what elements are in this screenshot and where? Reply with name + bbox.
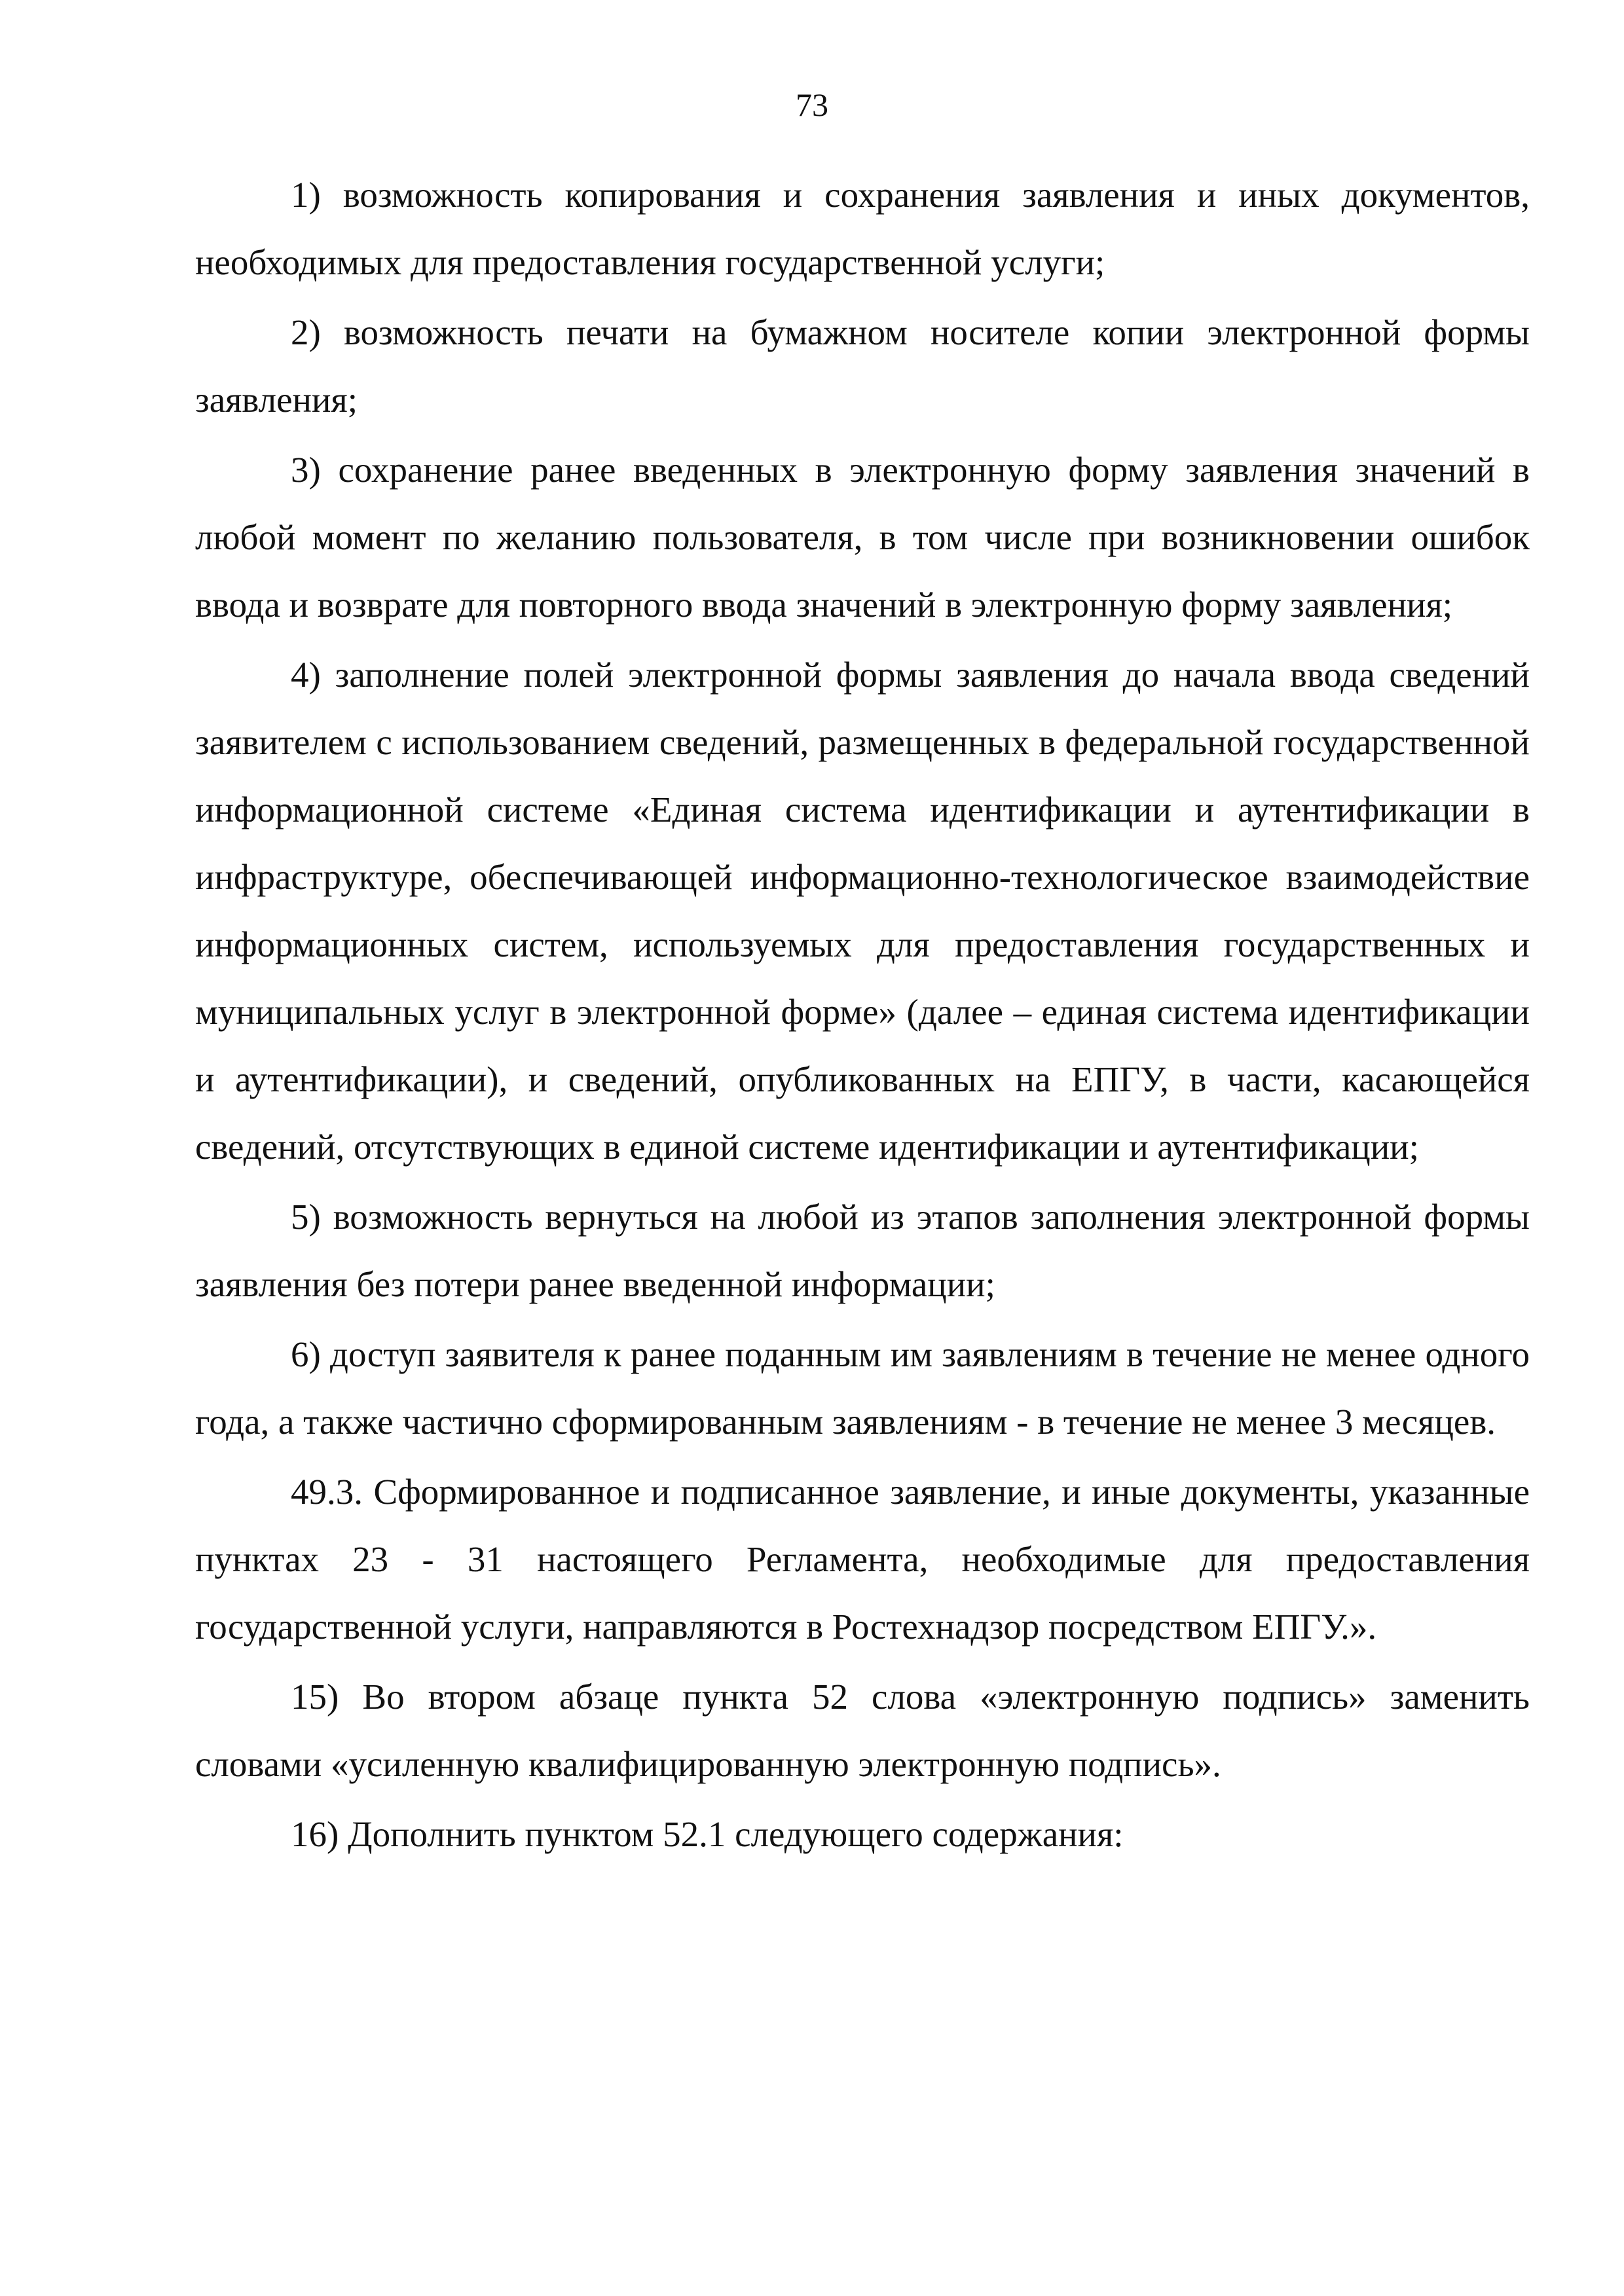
paragraph-amendment-16: 16) Дополнить пунктом 52.1 следующего содержания:	[291, 1814, 1124, 1854]
paragraph-amendment-15: 15) Во втором абзаце пункта 52 слова «электронную подпись» заменить словами «усиленную квалифицированную электронную подпись».	[195, 1677, 1530, 1784]
page-number: 73	[796, 86, 828, 123]
paragraph-item-5: 5) возможность вернуться на любой из этапов заполнения электронной формы заявления без потери ранее введенной информации;	[195, 1197, 1530, 1304]
paragraph-item-3: 3) сохранение ранее введенных в электронную форму заявления значений в любой момент по желанию пользователя, в том числе при возникновении ошибок ввода и возврате для повторного ввода значений в электронную форму заявления;	[195, 450, 1530, 625]
paragraph-section-49-3: 49.3. Сформированное и подписанное заявление, и иные документы, указанные пунктах 23 - 31 настоящего Регламента, необходимые для предоставления государственной услуги, направляются в Ростехнадзор посредством ЕПГУ.».	[195, 1472, 1530, 1647]
document-body	[195, 161, 1530, 1870]
paragraph-item-4: 4) заполнение полей электронной формы заявления до начала ввода сведений заявителем с использованием сведений, размещенных в федеральной государственной информационной системе «Единая система идентификации и аутентификации в инфраструктуре, обеспечивающей информационно-технологическое взаимодействие информационных систем, используемых для предоставления государственных и муниципальных услуг в электронной форме» (далее – единая система идентификации и аутентификации), и сведений, опубликованных на ЕПГУ, в части, касающейся сведений, отсутствующих в единой системе идентификации и аутентификации;	[195, 655, 1530, 1167]
paragraph-item-6: 6) доступ заявителя к ранее поданным им заявлениям в течение не менее одного года, а также частично сформированным заявлениям - в течение не менее 3 месяцев.	[195, 1334, 1530, 1442]
paragraph-item-2: 2) возможность печати на бумажном носителе копии электронной формы заявления;	[195, 312, 1530, 420]
paragraph-item-1: 1) возможность копирования и сохранения заявления и иных документов, необходимых для предоставления государственной услуги;	[195, 175, 1530, 282]
